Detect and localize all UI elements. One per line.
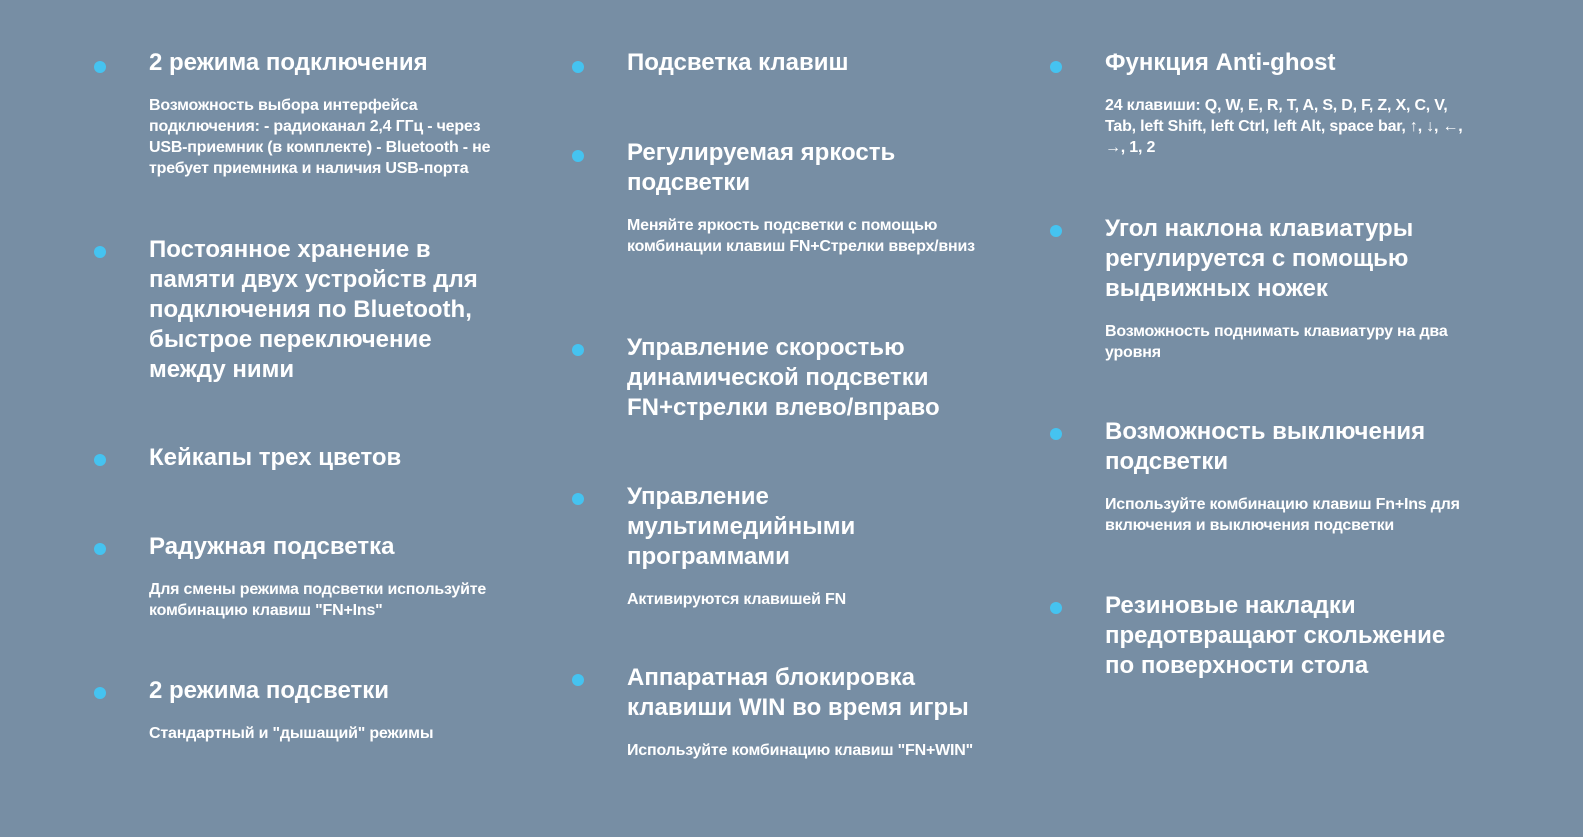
bullet-dot-icon [94,543,106,555]
feature-title: Подсветка клавиш [627,49,849,76]
feature-title: Функция Anti-ghost [1105,49,1336,76]
bullet-dot-icon [94,687,106,699]
bullet-dot-icon [94,246,106,258]
bullet-dot-icon [1050,61,1062,73]
feature-title: Аппаратная блокировка клавиши WIN во время игры [627,664,969,721]
feature-description: Меняйте яркость подсветки с помощью комбинации клавиш FN+Стрелки вверх/вниз [627,217,975,255]
feature-title: Постоянное хранение в памяти двух устройств для подключения по Bluetooth, быстрое переключение между ними [149,236,478,383]
bullet-dot-icon [1050,602,1062,614]
feature-description: 24 клавиши: Q, W, E, R, T, A, S, D, F, Z, X, C, V, Tab, left Shift, left Ctrl, left Alt, space bar, ↑, ↓, ←, →, 1, 2 [1105,97,1463,156]
bullet-dot-icon [572,344,584,356]
feature-title: Резиновые накладки предотвращают скольжение по поверхности стола [1105,592,1446,679]
feature-title: Угол наклона клавиатуры регулируется с помощью выдвижных ножек [1105,215,1414,302]
feature-title: 2 режима подсветки [149,677,390,704]
bullet-dot-icon [1050,428,1062,440]
feature-description: Активируются клавишей FN [627,591,846,608]
bullet-dot-icon [572,493,584,505]
bullet-dot-icon [94,61,106,73]
feature-title: Управление скоростью динамической подсветки FN+стрелки влево/вправо [627,334,940,421]
feature-title: Управление мультимедийными программами [627,483,856,570]
bullet-dot-icon [1050,225,1062,237]
bullet-dot-icon [94,454,106,466]
feature-description: Используйте комбинацию клавиш Fn+Ins для включения и выключения подсветки [1105,496,1460,534]
feature-description: Возможность выбора интерфейса подключения: - радиоканал 2,4 ГГц - через USB-приемник (в комплекте) - Bluetooth - не требует приемника и наличия USB-порта [149,97,491,177]
feature-title: Возможность выключения подсветки [1105,418,1426,475]
feature-description: Для смены режима подсветки используйте комбинацию клавиш "FN+Ins" [149,581,487,619]
bullet-dot-icon [572,150,584,162]
feature-description: Возможность поднимать клавиатуру на два уровня [1105,323,1448,361]
feature-title: Радужная подсветка [149,533,395,560]
feature-description: Стандартный и "дышащий" режимы [149,725,434,742]
feature-title: 2 режима подключения [149,49,428,76]
bullet-dot-icon [572,61,584,73]
feature-title: Кейкапы трех цветов [149,444,402,471]
feature-description: Используйте комбинацию клавиш "FN+WIN" [627,742,974,759]
bullet-dot-icon [572,674,584,686]
feature-title: Регулируемая яркость подсветки [627,139,896,196]
